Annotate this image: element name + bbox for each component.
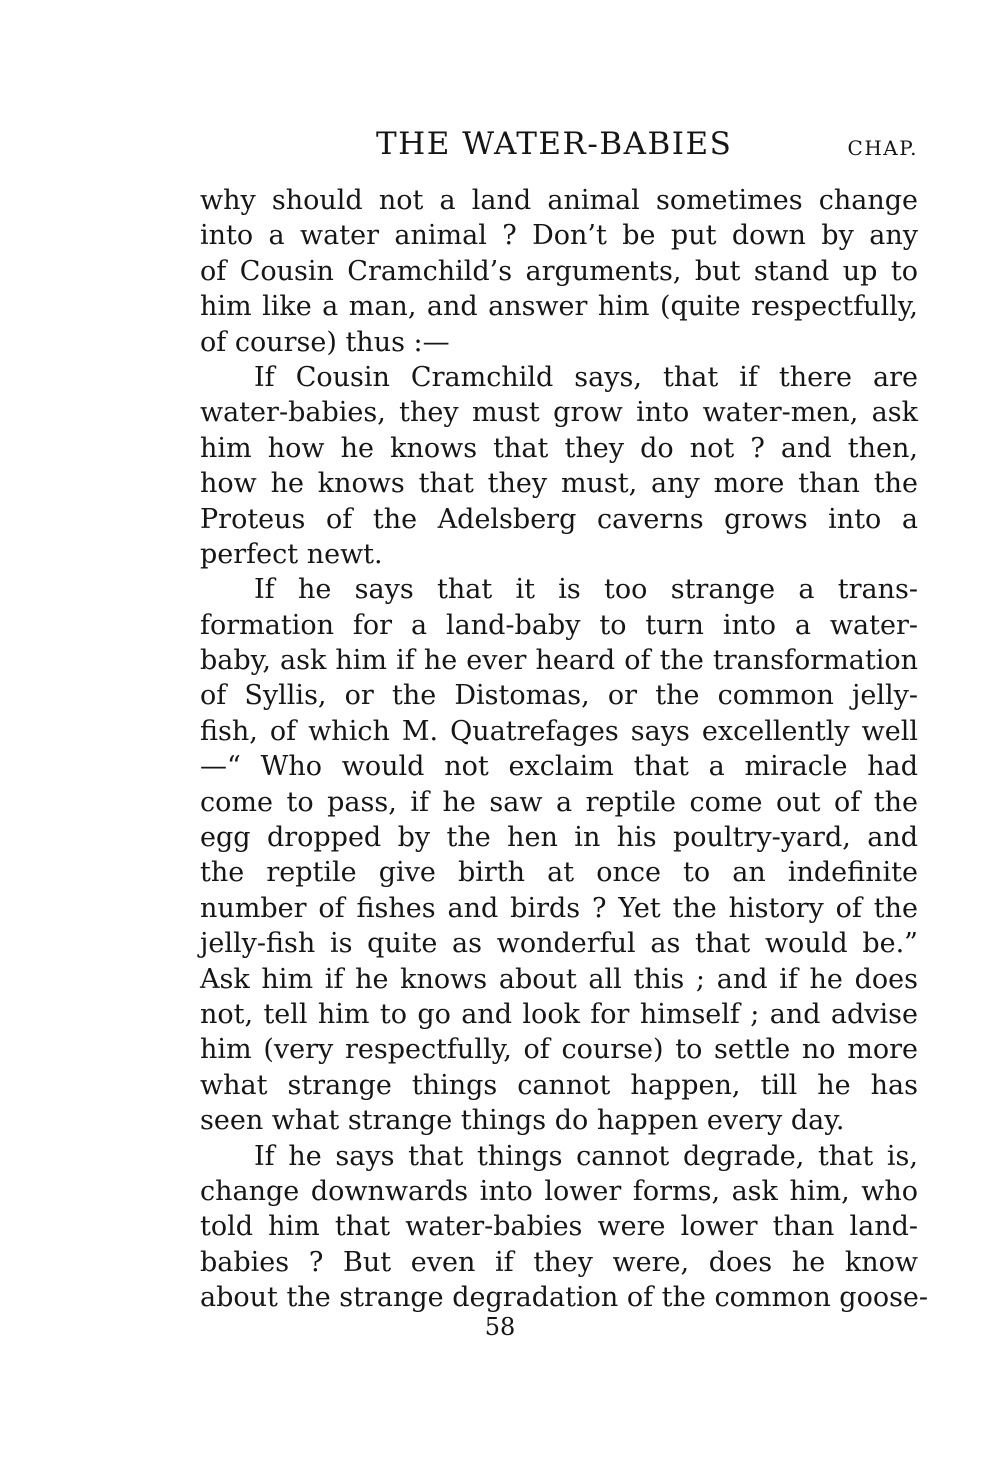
text-line: water-babies, they must grow into water-men, ask xyxy=(200,397,918,429)
text-line: him (very respectfully, of course) to settle no more xyxy=(200,1034,918,1066)
text-line: If Cousin Cramchild says, that if there are xyxy=(254,361,918,393)
text-line: why should not a land animal sometimes change xyxy=(200,185,918,216)
text-line: seen what strange things do happen every day. xyxy=(200,1105,845,1137)
paragraph xyxy=(200,360,918,572)
text-line: how he knows that they must, any more than the xyxy=(200,468,918,500)
text-line: If he says that it is too strange a trans- xyxy=(254,574,918,606)
paragraph xyxy=(200,183,918,360)
text-line: Proteus of the Adelsberg caverns grows into a xyxy=(200,503,918,535)
text-line: number of fishes and birds ? Yet the history of the xyxy=(200,892,918,924)
text-line: Ask him if he knows about all this ; and if he does xyxy=(200,963,918,995)
text-line: —“ Who would not exclaim that a miracle had xyxy=(200,751,918,783)
page-number: 58 xyxy=(484,1313,516,1341)
text-line: told him that water-babies were lower than land- xyxy=(200,1211,918,1243)
paragraph xyxy=(200,572,918,1138)
text-line: baby, ask him if he ever heard of the transformation xyxy=(200,645,918,677)
text-line: not, tell him to go and look for himself ; and advise xyxy=(200,998,918,1030)
text-line: what strange things cannot happen, till he has xyxy=(200,1069,918,1101)
text-line: him how he knows that they do not ? and then, xyxy=(200,432,918,464)
text-line: perfect newt. xyxy=(200,538,383,570)
text-line: him like a man, and answer him (quite respectfully, xyxy=(200,291,918,323)
running-head xyxy=(200,122,918,166)
text-line: jelly-fish is quite as wonderful as that would be.” xyxy=(200,928,918,960)
chapter-marker: CHAP. xyxy=(847,136,918,160)
text-line: into a water animal ? Don’t be put down by any xyxy=(200,220,918,252)
text-line: formation for a land-baby to turn into a water- xyxy=(200,609,918,641)
text-line: of course) thus :— xyxy=(200,326,450,358)
text-line: the reptile give birth at once to an indefinite xyxy=(200,857,918,889)
text-line: about the strange degradation of the common goose- xyxy=(200,1282,929,1314)
text-line: egg dropped by the hen in his poultry-yard, and xyxy=(200,822,918,854)
body-text xyxy=(200,183,929,1316)
text-line: fish, of which M. Quatrefages says excellently well xyxy=(200,715,918,747)
text-line: of Cousin Cramchild’s arguments, but stand up to xyxy=(200,255,918,287)
paragraph xyxy=(200,1139,929,1316)
running-title: THE WATER-BABIES xyxy=(376,126,733,162)
text-line: come to pass, if he saw a reptile come out of the xyxy=(200,786,918,818)
text-line: of Syllis, or the Distomas, or the common jelly- xyxy=(200,680,918,712)
text-line: If he says that things cannot degrade, that is, xyxy=(254,1140,918,1172)
text-line: babies ? But even if they were, does he know xyxy=(200,1246,918,1278)
text-line: change downwards into lower forms, ask him, who xyxy=(200,1175,918,1207)
